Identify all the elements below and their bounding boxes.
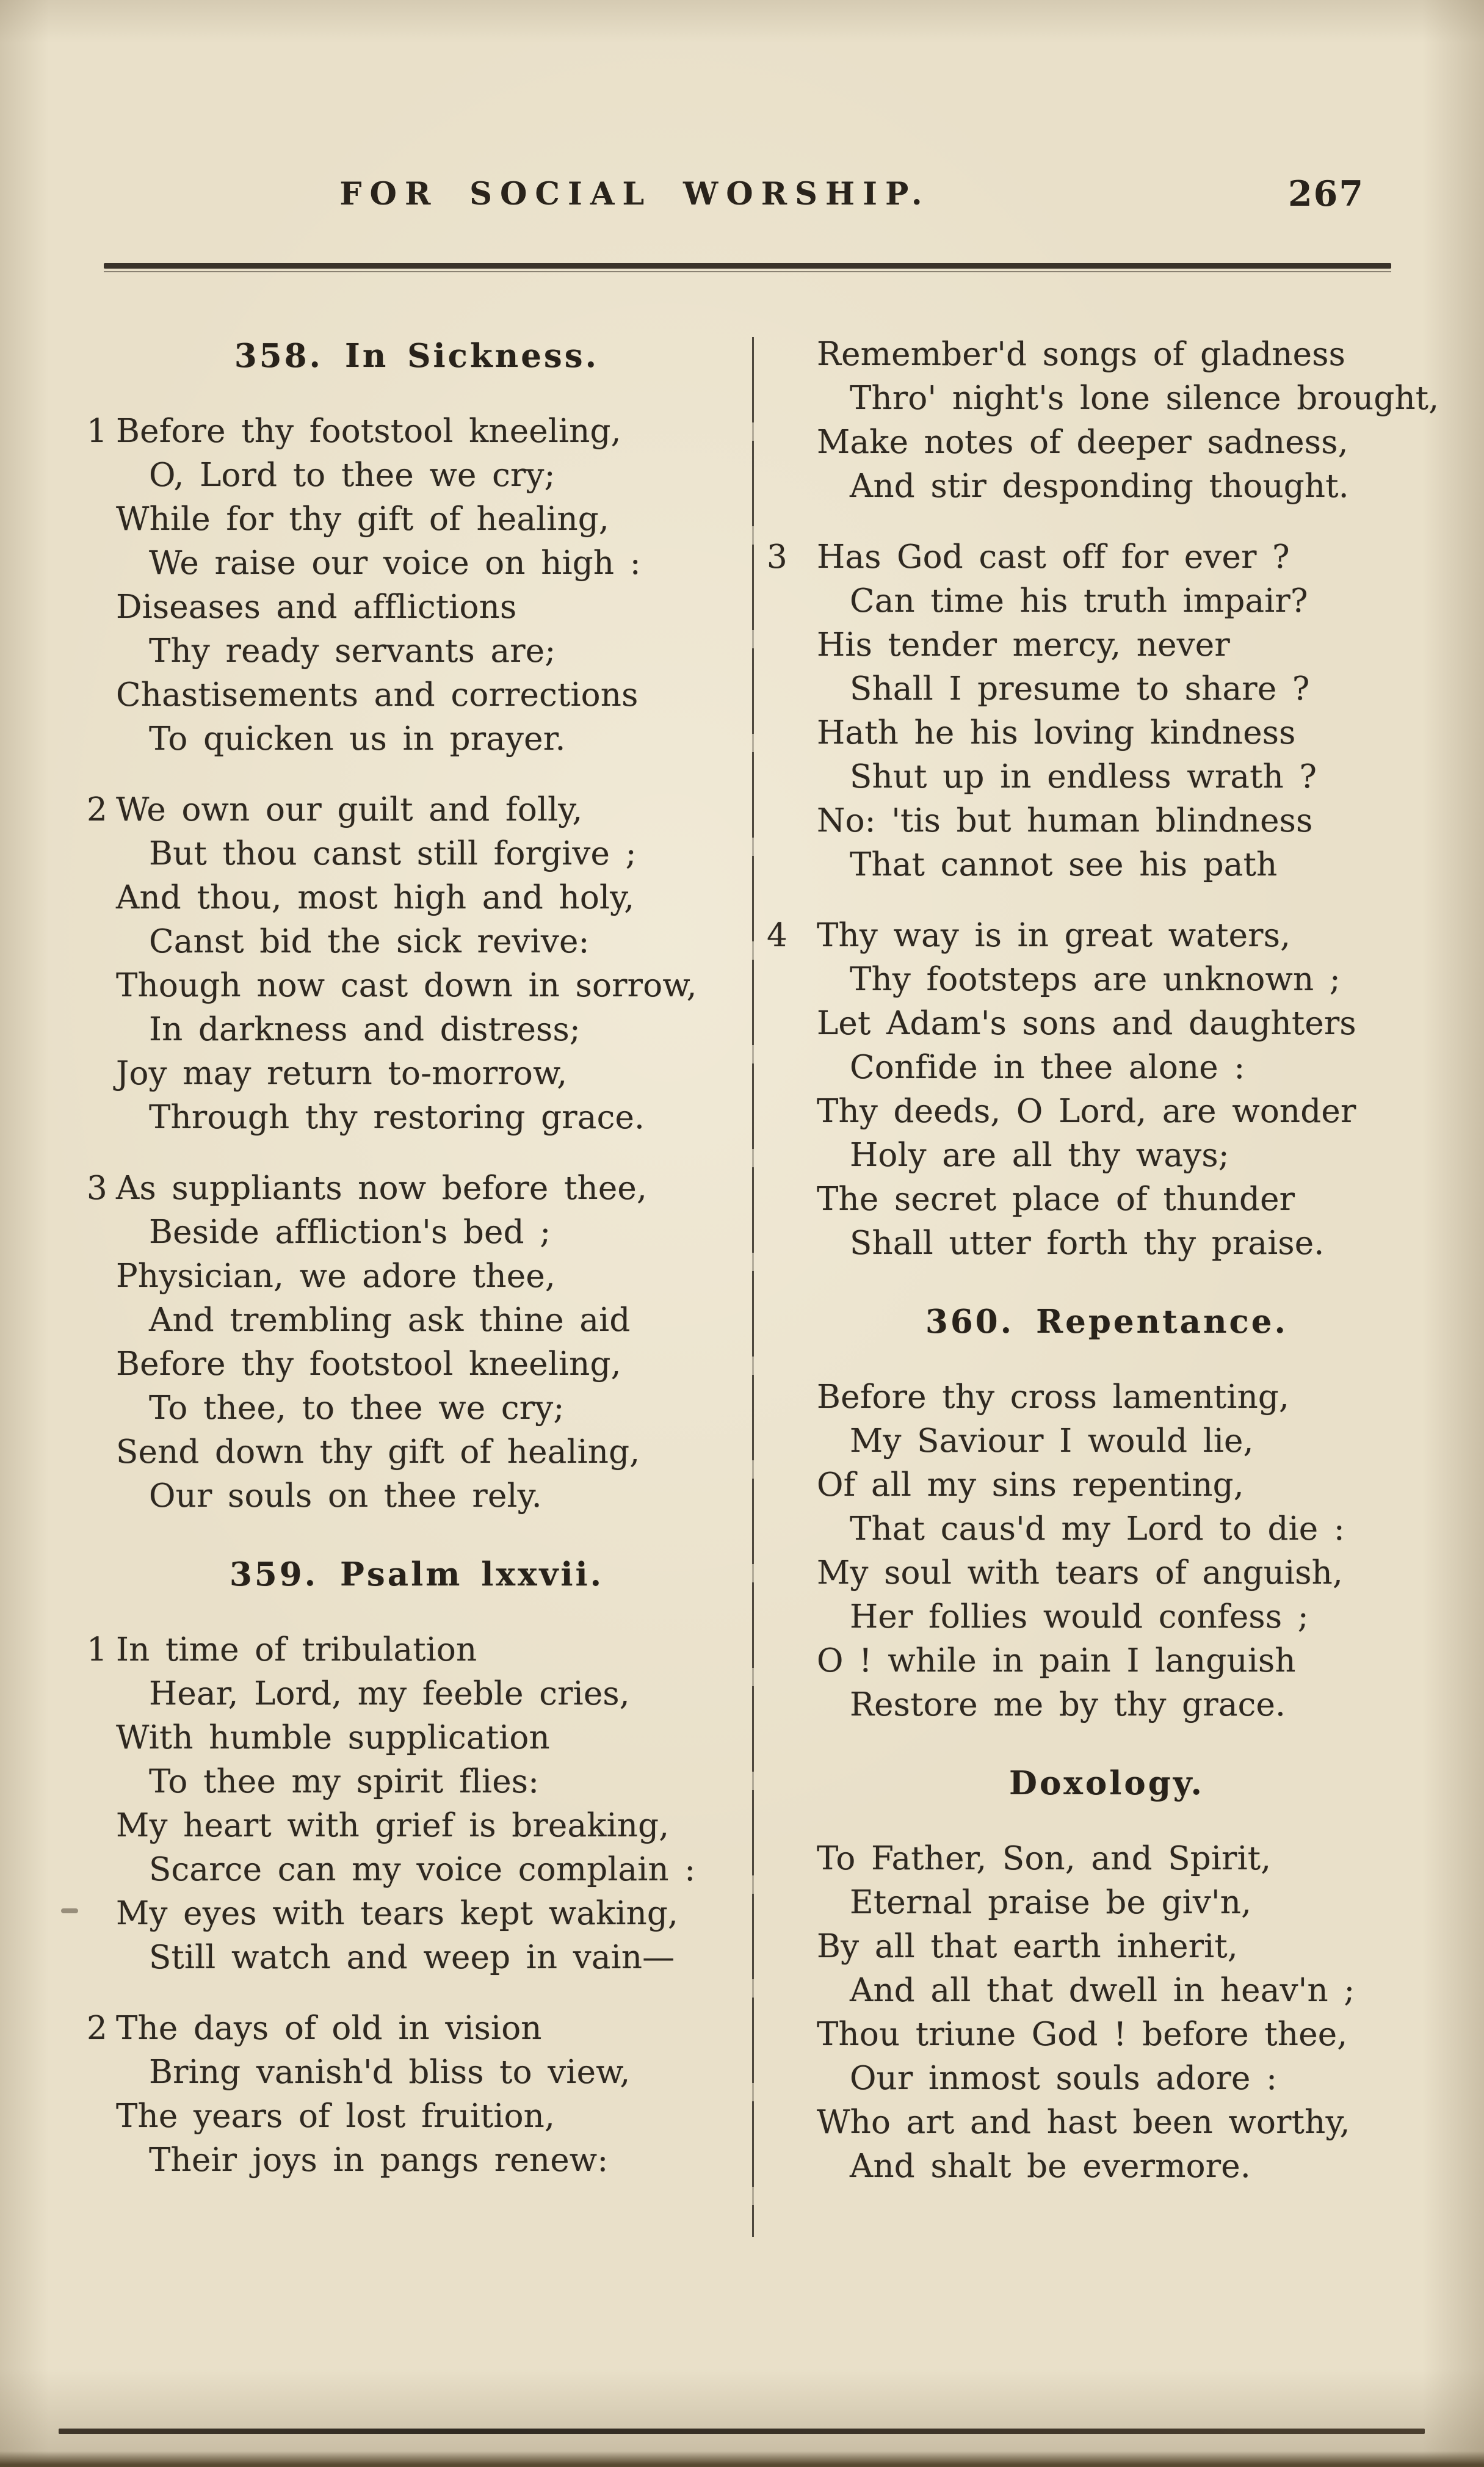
verse-line: Their joys in pangs renew: [149,2142,609,2179]
hymn-title: Psalm lxxvii. [340,1556,604,1593]
verse-line: Hear, Lord, my feeble cries, [149,1675,630,1712]
verse-line: With humble supplication [116,1719,550,1756]
hymn-number: 358. [234,337,324,375]
verse-line: Still watch and weep in vain— [149,1939,675,1976]
stanza [817,1375,1397,1727]
verse-line: But thou canst still forgive ; [149,835,637,872]
stanza [817,1837,1397,2189]
scan-artifact-mark [61,1908,78,1913]
bottom-rule [59,2429,1425,2434]
verse-line: Our souls on thee rely. [149,1477,542,1515]
verse-line: In time of tribulation [116,1631,477,1668]
verse-line: His tender mercy, never [817,626,1230,664]
verse-line: While for thy gift of healing, [116,501,609,538]
verse-line: Though now cast down in sorrow, [116,967,697,1004]
hymn-title: Repentance. [1036,1303,1288,1341]
hymn-heading [116,1552,717,1596]
running-head [0,173,1484,231]
verse-line: Scarce can my voice complain : [149,1851,696,1888]
verse-line: Thy footsteps are unknown ; [850,961,1341,998]
verse-number: 3 [767,538,787,576]
verse-line: Thy ready servants are; [149,632,556,670]
page-bottom-edge [0,2451,1484,2467]
hymn-heading [817,1761,1397,1805]
verse-line: That caus'd my Lord to die : [850,1510,1345,1548]
verse-line: O ! while in pain I languish [817,1642,1296,1679]
verse-line: To Father, Son, and Spirit, [817,1840,1272,1877]
verse-line: Before thy cross lamenting, [817,1378,1290,1416]
verse-line: We own our guilt and folly, [116,791,583,828]
stanza [87,1628,717,1980]
hymn-heading [817,1300,1397,1344]
verse-line: Who art and hast been worthy, [817,2104,1350,2141]
verse-line: Bring vanish'd bliss to view, [149,2054,631,2091]
verse-line: Thro' night's lone silence brought, [850,380,1439,417]
verse-line: And stir desponding thought. [850,468,1349,505]
verse-line: My soul with tears of anguish, [817,1554,1344,1592]
verse-line: The days of old in vision [116,2010,542,2047]
verse-line: And trembling ask thine aid [149,1302,631,1339]
verse-line: Thy way is in great waters, [817,917,1291,954]
stanza [87,2007,717,2183]
verse-line: Chastisements and corrections [116,676,639,714]
verse-line: Physician, we adore thee, [116,1258,556,1295]
verse-line: Of all my sins repenting, [817,1466,1244,1504]
hymn-title: Doxology. [1009,1764,1204,1802]
header-rule-thick [104,263,1391,269]
verse-line: Shall utter forth thy praise. [850,1225,1325,1262]
verse-line: And shalt be evermore. [850,2148,1251,2185]
verse-line: By all that earth inherit, [817,1928,1238,1965]
verse-line: Shut up in endless wrath ? [850,758,1317,795]
verse-number: 3 [87,1170,107,1207]
page-number: 267 [1288,173,1364,214]
hymn-number: 359. [229,1556,319,1593]
hymn-section [87,334,717,1518]
verse-number: 2 [87,791,107,828]
verse-line: Joy may return to-morrow, [116,1055,568,1092]
verse-line: To thee, to thee we cry; [149,1389,565,1427]
stanza [767,914,1397,1266]
header-rule-thin [104,271,1391,272]
verse-line: Remember'd songs of gladness [817,336,1346,373]
stanza [817,333,1439,509]
verse-line: Our inmost souls adore : [850,2060,1278,2097]
hymn-title: In Sickness. [345,337,599,375]
hymn-heading [116,334,717,378]
verse-line: Canst bid the sick revive: [149,923,590,960]
verse-line: Let Adam's sons and daughters [817,1005,1356,1042]
stanza [87,410,717,761]
stanza [87,788,717,1140]
verse-line: Thou triune God ! before thee, [817,2016,1348,2053]
verse-line: In darkness and distress; [149,1011,581,1048]
verse-line: Diseases and afflictions [116,589,517,626]
page-header-title: FOR SOCIAL WORSHIP. [339,176,930,212]
verse-line: Make notes of deeper sadness, [817,424,1348,461]
hymn-section [767,333,1439,1266]
verse-line: Hath he his loving kindness [817,714,1296,752]
stanza [767,535,1397,887]
verse-line: O, Lord to thee we cry; [149,457,556,494]
verse-line: As suppliants now before thee, [116,1170,648,1207]
verse-line: Before thy footstool kneeling, [116,413,621,450]
verse-number: 1 [87,1631,107,1668]
column-divider [752,337,754,2237]
verse-line: My Saviour I would lie, [850,1422,1254,1460]
stanza [87,1167,717,1518]
verse-line: Has God cast off for ever ? [817,538,1290,576]
verse-line: To quicken us in prayer. [149,720,566,758]
verse-line: Confide in thee alone : [850,1049,1245,1086]
verse-line: Eternal praise be giv'n, [850,1884,1252,1921]
verse-line: And thou, most high and holy, [116,879,635,916]
verse-line: Restore me by thy grace. [850,1686,1286,1723]
verse-line: Holy are all thy ways; [850,1137,1229,1174]
verse-line: Can time his truth impair? [850,582,1308,620]
verse-line: We raise our voice on high : [149,545,641,582]
verse-line: Thy deeds, O Lord, are wonder [817,1093,1356,1130]
verse-line: My heart with grief is breaking, [116,1807,670,1844]
verse-line: And all that dwell in heav'n ; [850,1972,1355,2009]
verse-line: The years of lost fruition, [116,2098,556,2135]
hymn-number: 360. [925,1303,1015,1341]
hymn-section [817,1300,1397,1727]
verse-number: 1 [87,413,107,450]
verse-line: Before thy footstool kneeling, [116,1346,621,1383]
header-rule [104,263,1391,272]
verse-line: Through thy restoring grace. [149,1099,645,1136]
verse-line: Her follies would confess ; [850,1598,1309,1636]
verse-line: My eyes with tears kept waking, [116,1895,679,1932]
hymn-section [87,1552,717,2183]
verse-line: The secret place of thunder [817,1181,1295,1218]
verse-line: To thee my spirit flies: [149,1763,540,1800]
hymn-section [817,1761,1397,2189]
verse-line: Send down thy gift of healing, [116,1433,640,1471]
verse-number: 4 [767,917,787,954]
verse-line: Beside affliction's bed ; [149,1214,551,1251]
right-column [767,333,1439,2215]
verse-line: Shall I presume to share ? [850,670,1310,708]
verse-number: 2 [87,2010,107,2047]
left-column [87,333,717,2209]
verse-line: No: 'tis but human blindness [817,802,1313,839]
verse-line: That cannot see his path [850,846,1278,883]
